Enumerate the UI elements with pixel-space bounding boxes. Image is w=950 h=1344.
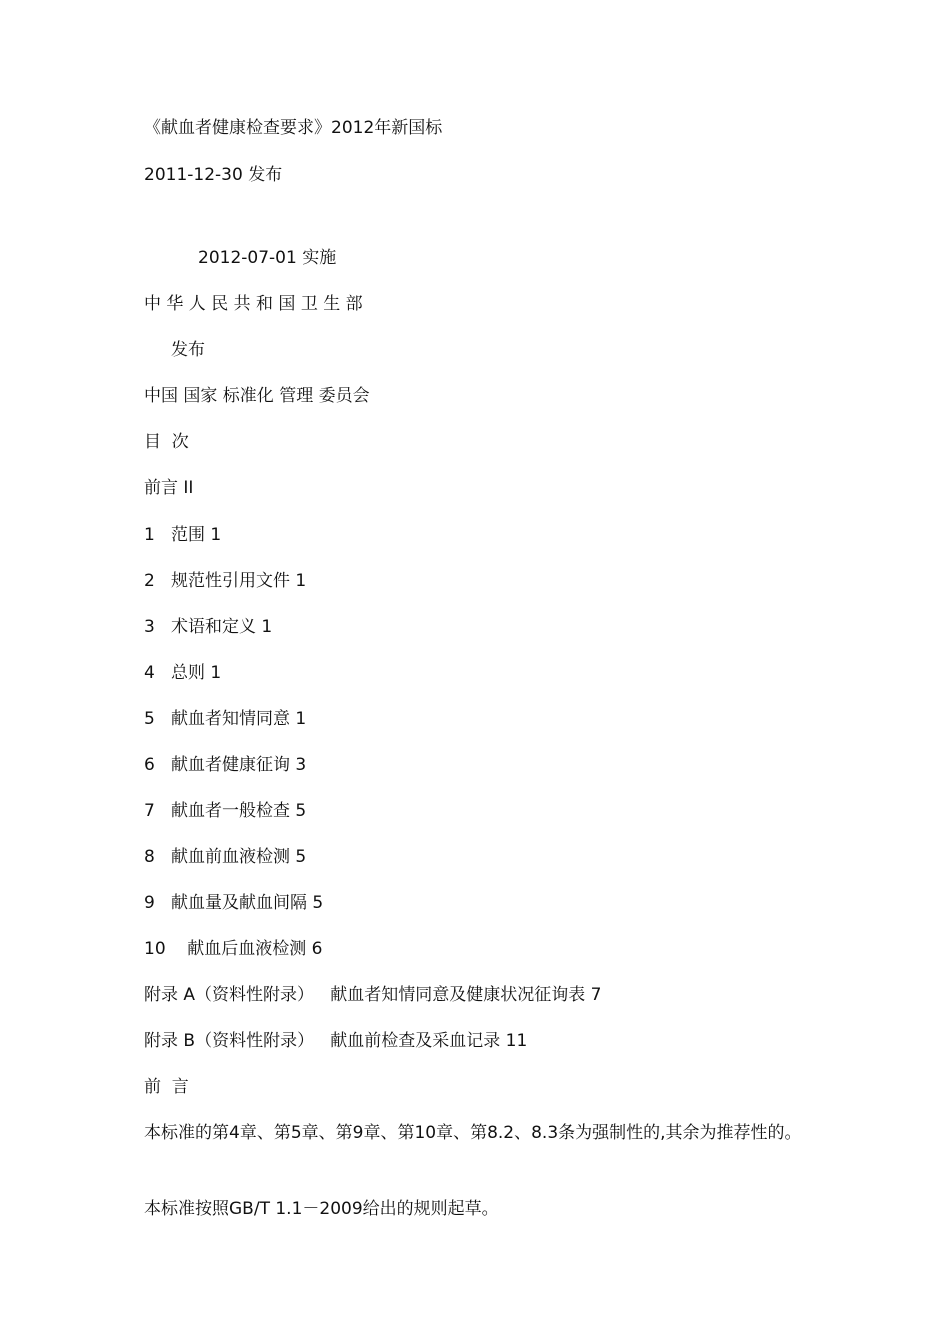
toc-item-appendix-b: 附录 B（资料性附录） 献血前检查及采血记录 11: [144, 1031, 528, 1051]
issuer-release-label: 发布: [171, 340, 205, 360]
toc-item-1: 1 范围 1: [144, 525, 222, 545]
document-title: 《献血者健康检查要求》2012年新国标: [144, 118, 443, 138]
toc-item-preface: 前言 II: [144, 478, 194, 498]
preface-heading: 前 言: [144, 1077, 189, 1097]
toc-item-10: 10 献血后血液检测 6: [144, 939, 323, 959]
toc-item-2: 2 规范性引用文件 1: [144, 571, 307, 591]
toc-item-appendix-a: 附录 A（资料性附录） 献血者知情同意及健康状况征询表 7: [144, 985, 602, 1005]
toc-item-6: 6 献血者健康征询 3: [144, 755, 307, 775]
release-date: 2011-12-30 发布: [144, 165, 283, 185]
toc-item-9: 9 献血量及献血间隔 5: [144, 893, 324, 913]
toc-item-3: 3 术语和定义 1: [144, 617, 273, 637]
toc-item-8: 8 献血前血液检测 5: [144, 847, 307, 867]
preface-paragraph-2: 本标准按照GB/T 1.1－2009给出的规则起草。: [144, 1199, 499, 1219]
toc-item-5: 5 献血者知情同意 1: [144, 709, 307, 729]
issuer-committee: 中国 国家 标准化 管理 委员会: [144, 386, 370, 406]
issuer-ministry: 中 华 人 民 共 和 国 卫 生 部: [144, 294, 363, 314]
toc-item-7: 7 献血者一般检查 5: [144, 801, 307, 821]
preface-paragraph-1: 本标准的第4章、第5章、第9章、第10章、第8.2、8.3条为强制性的,其余为推荐性的。: [144, 1123, 802, 1143]
toc-heading: 目 次: [144, 432, 189, 452]
implementation-date: 2012-07-01 实施: [198, 248, 337, 268]
toc-item-4: 4 总则 1: [144, 663, 222, 683]
